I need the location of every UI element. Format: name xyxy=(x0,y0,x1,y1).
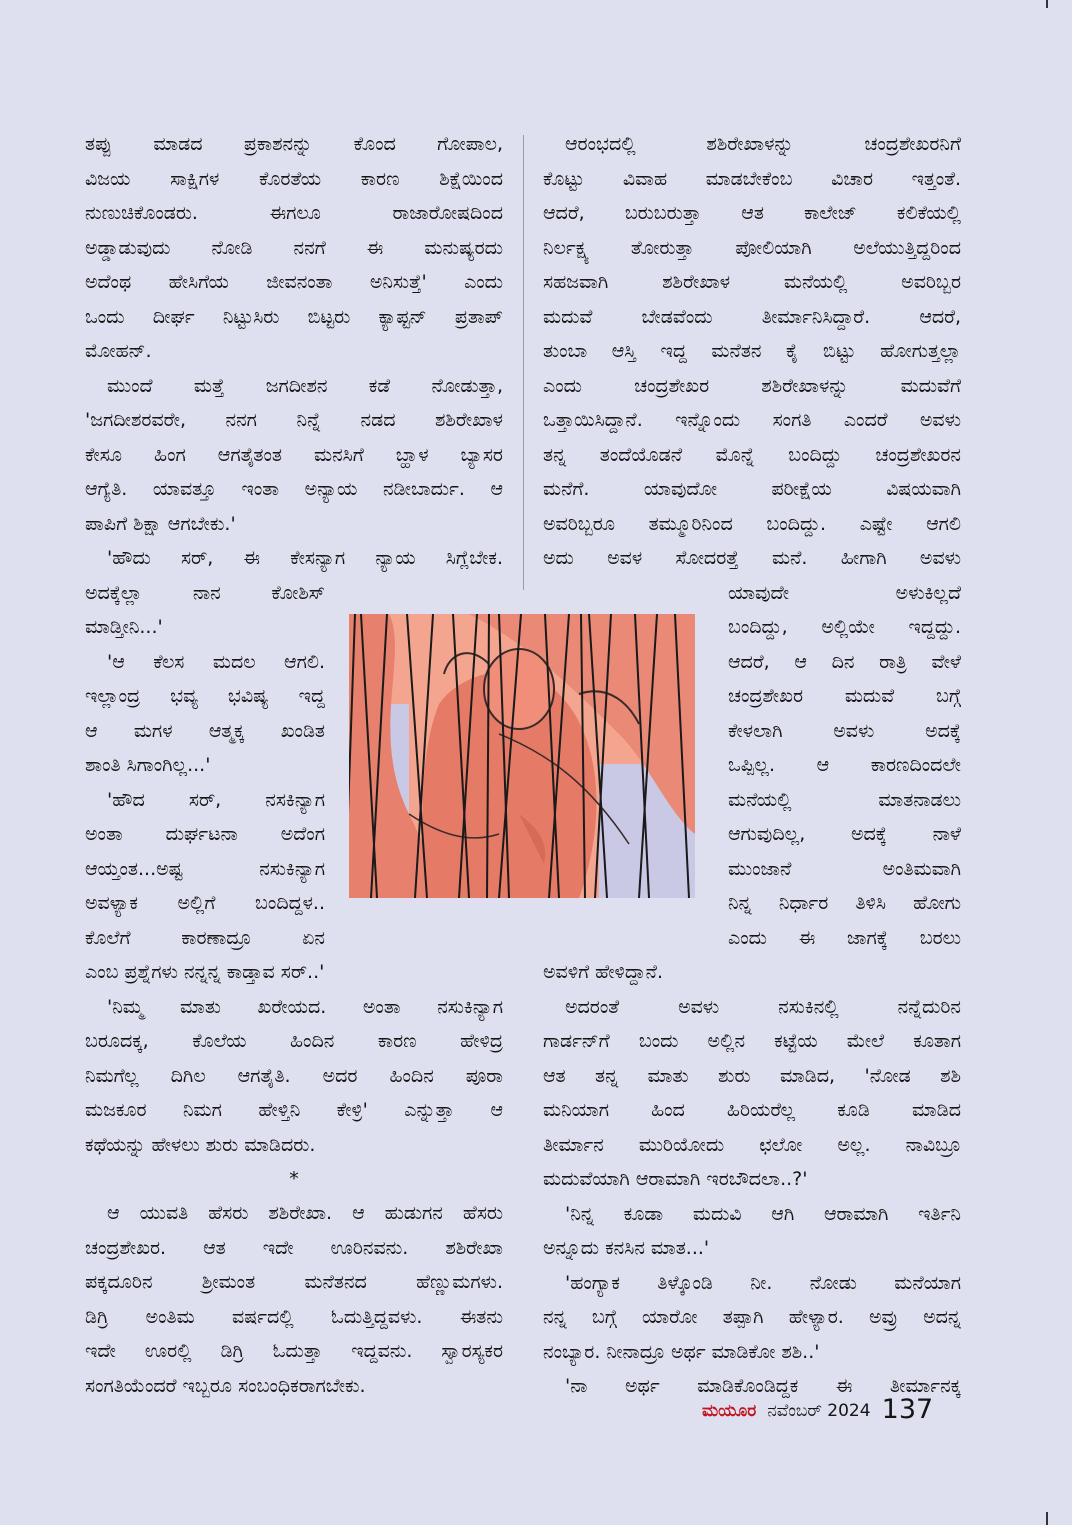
column-divider xyxy=(523,135,524,590)
paragraph xyxy=(543,990,961,1197)
text-line: 'ನಿಮ್ಮ ಮಾತು ಖರೇಯದ. ಅಂತಾ ನಸುಕಿನ್ಯಾಗ xyxy=(107,995,503,1018)
text-line: ಬರೂದಕ್ಕ, ಕೊಲೆಯ ಹಿಂದಿನ ಕಾರಣ ಹೇಳಿದ್ರ xyxy=(85,1030,503,1052)
text-line: ಮನೆಯಲ್ಲಿ ಮಾತನಾಡಲು xyxy=(728,788,961,811)
paragraph xyxy=(85,990,503,1163)
text-line: ಅನ್ನೂದು ಕನಸಿನ ಮಾತ...' xyxy=(543,1237,710,1259)
text-line: ಮಾಡ್ತೀನಿ...' xyxy=(85,616,163,638)
text-line: ಆರಂಭದಲ್ಲಿ ಶಶಿರೇಖಾಳನ್ನು ಚಂದ್ರಶೇಖರನಿಗೆ xyxy=(565,133,961,155)
text-line: ಇದೇ ಊರಲ್ಲಿ ಡಿಗ್ರಿ ಓದುತ್ತಾ ಇದ್ದವನು. ಸ್ವಾರಸ್ಯಕರ xyxy=(85,1340,503,1362)
text-line: ಮದುವೆಯಾಗಿ ಆರಾಮಾಗಿ ಇರಬೌದಲಾ..?' xyxy=(543,1168,808,1190)
text-line: ಆ ಮಗಳ ಆತ್ಮಕ್ಕ ಖಂಡಿತ xyxy=(85,719,325,742)
text-line: ಎಂದು ಚಂದ್ರಶೇಖರ ಶಶಿರೇಖಾಳನ್ನು ಮದುವೆಗೆ xyxy=(543,374,961,397)
crop-mark xyxy=(1046,0,1048,8)
text-line: ಆಯ್ತಂತ...ಅಷ್ಟ ನಸುಕಿನ್ಯಾಗ xyxy=(85,857,325,880)
text-line: ಮೋಹನ್. xyxy=(85,340,152,362)
text-line: ಚಂದ್ರಶೇಖರ ಮದುವೆ ಬಗ್ಗೆ xyxy=(728,685,961,707)
text-line: ಆದರೆ, ಬರುಬರುತ್ತಾ ಆತ ಕಾಲೇಜ್ ಕಲಿಕೆಯಲ್ಲಿ xyxy=(543,202,961,224)
text-line: ಆ ಯುವತಿ ಹೆಸರು ಶಶಿರೇಖಾ. ಆ ಹುಡುಗನ ಹೆಸರು xyxy=(107,1202,503,1224)
text-line: ತನ್ನ ತಂದೆಯೊಡನೆ ಮೊನ್ನೆ ಬಂದಿದ್ದು ಚಂದ್ರಶೇಖರನ xyxy=(543,443,961,466)
crop-mark xyxy=(1046,1512,1048,1525)
text-line: 'ಹಂಗ್ಯಾಕ ತಿಳ್ಕೊಂಡಿ ನೀ. ನೋಡು ಮನೆಯಾಗ xyxy=(565,1271,961,1294)
text-line: ಅಂತಾ ದುರ್ಘಟನಾ ಅದೆಂಗ xyxy=(85,823,325,845)
text-line: ಮಜಕೂರ ನಿಮಗ ಹೇಳ್ತಿನಿ ಕೇಳ್ರಿ' ಎನ್ನುತ್ತಾ ಆ xyxy=(85,1099,503,1121)
text-line: ಆತ ತನ್ನ ಮಾತು ಶುರು ಮಾಡಿದ, 'ನೋಡ ಶಶಿ xyxy=(543,1064,961,1087)
text-line: ಮನೆಗೆ. ಯಾವುದೋ ಪರೀಕ್ಷೆಯ ವಿಷಯವಾಗಿ xyxy=(543,478,961,500)
text-line: ಕೇಸೂ ಹಿಂಗ ಆಗತೈತಂತ ಮನಸಿಗೆ ಬ್ಹಾಳ ಬ್ಯಾಸರ xyxy=(85,443,503,466)
text-line: ಕೊಲೆಗೆ ಕಾರಣಾದ್ರೂ ಏನ xyxy=(85,926,325,949)
text-line: ನಿರ್ಲಕ್ಷ್ಯ ತೋರುತ್ತಾ ಪೋಲಿಯಾಗಿ ಅಲೆಯುತ್ತಿದ್ದರಿಂದ xyxy=(543,236,961,259)
text-line: 'ಜಗದೀಶರವರೇ, ನನಗ ನಿನ್ನೆ ನಡದ ಶಶಿರೇಖಾಳ xyxy=(85,409,503,431)
text-line: ಇಲ್ಲಾಂದ್ರ ಭವ್ಯ ಭವಿಷ್ಯ ಇದ್ದ xyxy=(85,685,325,707)
text-line: ಡಿಗ್ರಿ ಅಂತಿಮ ವರ್ಷದಲ್ಲಿ ಓದುತ್ತಿದ್ದವಳು. ಈತನು xyxy=(85,1305,503,1328)
text-line: ಅದು ಅವಳ ಸೋದರತ್ತೆ ಮನೆ. ಹೀಗಾಗಿ ಅವಳು xyxy=(543,547,961,569)
text-line: 'ಹೌದು ಸರ್, ಈ ಕೇಸನ್ಯಾಗ ನ್ಯಾಯ ಸಿಗ್ಲೆಬೇಕ. xyxy=(107,547,503,569)
paragraph xyxy=(85,127,503,369)
text-line: ಅವಳ್ಯಾಕ ಅಲ್ಲಿಗೆ ಬಂದಿದ್ದಳ.. xyxy=(85,892,325,914)
text-line: ತಪ್ಪು ಮಾಡದ ಪ್ರಕಾಶನನ್ನು ಕೊಂದ ಗೋಪಾಲ, xyxy=(85,133,503,155)
text-line: ಆಗುವುದಿಲ್ಲ, ಅದಕ್ಕೆ ನಾಳೆ xyxy=(728,823,961,845)
text-line: ಮುಂಜಾನೆ ಅಂತಿಮವಾಗಿ xyxy=(728,857,961,880)
illustration-graphic xyxy=(349,614,695,898)
text-line: ಗಾರ್ಡನ್‌ಗೆ ಬಂದು ಅಲ್ಲಿನ ಕಟ್ಟೆಯ ಮೇಲೆ ಕೂತಾಗ xyxy=(543,1030,961,1052)
text-line: ನುಣುಚಿಕೊಂಡರು. ಈಗಲೂ ರಾಜಾರೋಷದಿಂದ xyxy=(85,202,503,224)
text-line: ಒಪ್ಪಿಲ್ಲ. ಆ ಕಾರಣದಿಂದಲೇ xyxy=(728,754,961,776)
text-line: ಬಂದಿದ್ದು, ಅಲ್ಲಿಯೇ ಇದ್ದದ್ದು. xyxy=(728,616,961,638)
text-line: ಎಂಬ ಪ್ರಶ್ನೆಗಳು ನನ್ನನ್ನ ಕಾಡ್ತಾವ ಸರ್..' xyxy=(85,961,325,983)
text-line: ತೀರ್ಮಾನ ಮುರಿಯೋದು ಛಲೋ ಅಲ್ಲ. ನಾವಿಬ್ರೂ xyxy=(543,1133,961,1156)
text-line: ಅದಕ್ಕೆಲ್ಲಾ ನಾನ ಕೋಶಿಸ್ xyxy=(85,581,325,604)
text-line: ನಂಬ್ಯಾರ. ನೀನಾದ್ರೂ ಅರ್ಥ ಮಾಡಿಕೋ ಶಶಿ..' xyxy=(543,1340,820,1363)
text-line: ಒತ್ತಾಯಿಸಿದ್ದಾನೆ. ಇನ್ನೊಂದು ಸಂಗತಿ ಎಂದರೆ ಅವಳು xyxy=(543,409,961,431)
text-line: ಅದೆಂಥ ಹೇಸಿಗೆಯ ಜೀವನಂತಾ ಅನಿಸುತ್ತೆ' ಎಂದು xyxy=(85,271,503,293)
magazine-brand: ಮಯೂರ xyxy=(702,1401,757,1421)
text-line: ಶಾಂತಿ ಸಿಗಾಂಗಿಲ್ಲ...' xyxy=(85,754,211,776)
text-line: ಕೇಳಲಾಗಿ ಅವಳು ಅದಕ್ಕೆ xyxy=(728,719,961,742)
text-line: ಅವರಿಬ್ಬರೂ ತಮ್ಮೂರಿನಿಂದ ಬಂದಿದ್ದು. ಎಷ್ಟೇ ಆಗಲಿ xyxy=(543,512,961,535)
text-line: ಮದುವೆ ಬೇಡವೆಂದು ತೀರ್ಮಾನಿಸಿದ್ದಾರೆ. ಆದರೆ, xyxy=(543,305,961,328)
text-line: ನನ್ನ ಬಗ್ಗೆ ಯಾರೋ ತಪ್ಪಾಗಿ ಹೇಳ್ಯಾರ. ಅವ್ರು ಅದನ್ನ xyxy=(543,1306,961,1328)
text-line: 'ನಿನ್ನ ಕೂಡಾ ಮದುವಿ ಆಗಿ ಆರಾಮಾಗಿ ಇರ್ತಿನಿ xyxy=(565,1202,961,1225)
text-line: ಚಂದ್ರಶೇಖರ. ಆತ ಇದೇ ಊರಿನವನು. ಶಶಿರೇಖಾ xyxy=(85,1236,503,1259)
text-line: ಆದರೆ, ಆ ದಿನ ರಾತ್ರಿ ವೇಳೆ xyxy=(728,650,961,673)
text-line: ಪಾಪಿಗೆ ಶಿಕ್ಷಾ ಆಗಬೇಕು.' xyxy=(85,512,236,535)
paragraph xyxy=(85,369,503,542)
page-footer xyxy=(702,1392,933,1426)
text-line: ನಿಮಗೆಲ್ಲ ದಿಗಿಲ ಆಗತೈತಿ. ಅದರ ಹಿಂದಿನ ಪೂರಾ xyxy=(85,1064,503,1087)
text-line: ತುಂಬಾ ಆಸ್ತಿ ಇದ್ದ ಮನೆತನ ಕೈ ಬಿಟ್ಟು ಹೋಗುತ್ತಲ್ಲಾ xyxy=(543,340,961,362)
page-number: 137 xyxy=(881,1394,934,1425)
text-line: 'ಹೌದ ಸರ್, ನಸಕಿನ್ಯಾಗ xyxy=(107,788,325,811)
text-line: 'ನಾ ಅರ್ಥ ಮಾಡಿಕೊಂಡಿದ್ದಕ ಈ ತೀರ್ಮಾನಕ್ಕ xyxy=(565,1375,961,1397)
text-line: ಕಥೆಯನ್ನು ಹೇಳಲು ಶುರು ಮಾಡಿದರು. xyxy=(85,1133,316,1156)
text-line: ಒಂದು ದೀರ್ಘ ನಿಟ್ಟುಸಿರು ಬಿಟ್ಟರು ಕ್ಯಾಪ್ಟನ್ ಪ್ರತಾಪ್ xyxy=(85,305,503,328)
story-illustration xyxy=(349,614,695,898)
paragraph xyxy=(85,1196,503,1403)
text-line: ಅವಳಿಗೆ ಹೇಳಿದ್ದಾನೆ. xyxy=(543,961,663,983)
paragraph xyxy=(543,1197,961,1266)
text-line: ಕೊಟ್ಟು ವಿವಾಹ ಮಾಡಬೇಕೆಂಬ ವಿಚಾರ ಇತ್ತಂತೆ. xyxy=(543,167,961,190)
text-line: ಎಂದು ಈ ಜಾಗಕ್ಕೆ ಬರಲು xyxy=(728,926,961,949)
text-line: ಆಗ್ಯೆತಿ. ಯಾವತ್ತೂ ಇಂತಾ ಅನ್ಯಾಯ ನಡೀಬಾರ್ದು. ಆ xyxy=(85,478,503,500)
text-line: ಯಾವುದೇ ಅಳುಕಿಲ್ಲದೆ xyxy=(728,581,961,604)
text-line: ಮನಿಯಾಗ ಹಿಂದ ಹಿರಿಯರೆಲ್ಲ ಕೂಡಿ ಮಾಡಿದ xyxy=(543,1099,961,1121)
text-line: ಸಂಗತಿಯೆಂದರೆ ಇಬ್ಬರೂ ಸಂಬಂಧಿಕರಾಗಬೇಕು. xyxy=(85,1374,366,1397)
text-line: ಅದರಂತೆ ಅವಳು ನಸುಕಿನಲ್ಲಿ ನನ್ನೆದುರಿನ xyxy=(565,995,961,1018)
text-line: ಪಕ್ಕದೂರಿನ ಶ್ರೀಮಂತ ಮನೆತನದ ಹೆಣ್ಣುಮಗಳು. xyxy=(85,1271,503,1293)
section-separator: * xyxy=(289,1168,299,1190)
issue-date: ನವೆಂಬರ್ 2024 xyxy=(767,1401,871,1421)
paragraph xyxy=(543,1266,961,1370)
text-line: 'ಆ ಕೆಲಸ ಮದಲ ಆಗಲಿ. xyxy=(107,650,325,673)
text-line: ಅಡ್ಡಾಡುವುದು ನೋಡಿ ನನಗೆ ಈ ಮನುಷ್ಯರದು xyxy=(85,236,503,259)
text-line: ಮುಂದೆ ಮತ್ತೆ ಜಗದೀಶನ ಕಡೆ ನೋಡುತ್ತಾ, xyxy=(107,374,503,397)
text-line: ವಿಜಯ ಸಾಕ್ಷಿಗಳ ಕೊರತೆಯ ಕಾರಣ ಶಿಕ್ಷೆಯಿಂದ xyxy=(85,167,503,190)
text-line: ನಿನ್ನ ನಿರ್ಧಾರ ತಿಳಿಸಿ ಹೋಗು xyxy=(728,892,961,914)
text-line: ಸಹಜವಾಗಿ ಶಶಿರೇಖಾಳ ಮನೆಯಲ್ಲಿ ಅವರಿಬ್ಬರ xyxy=(543,271,961,293)
